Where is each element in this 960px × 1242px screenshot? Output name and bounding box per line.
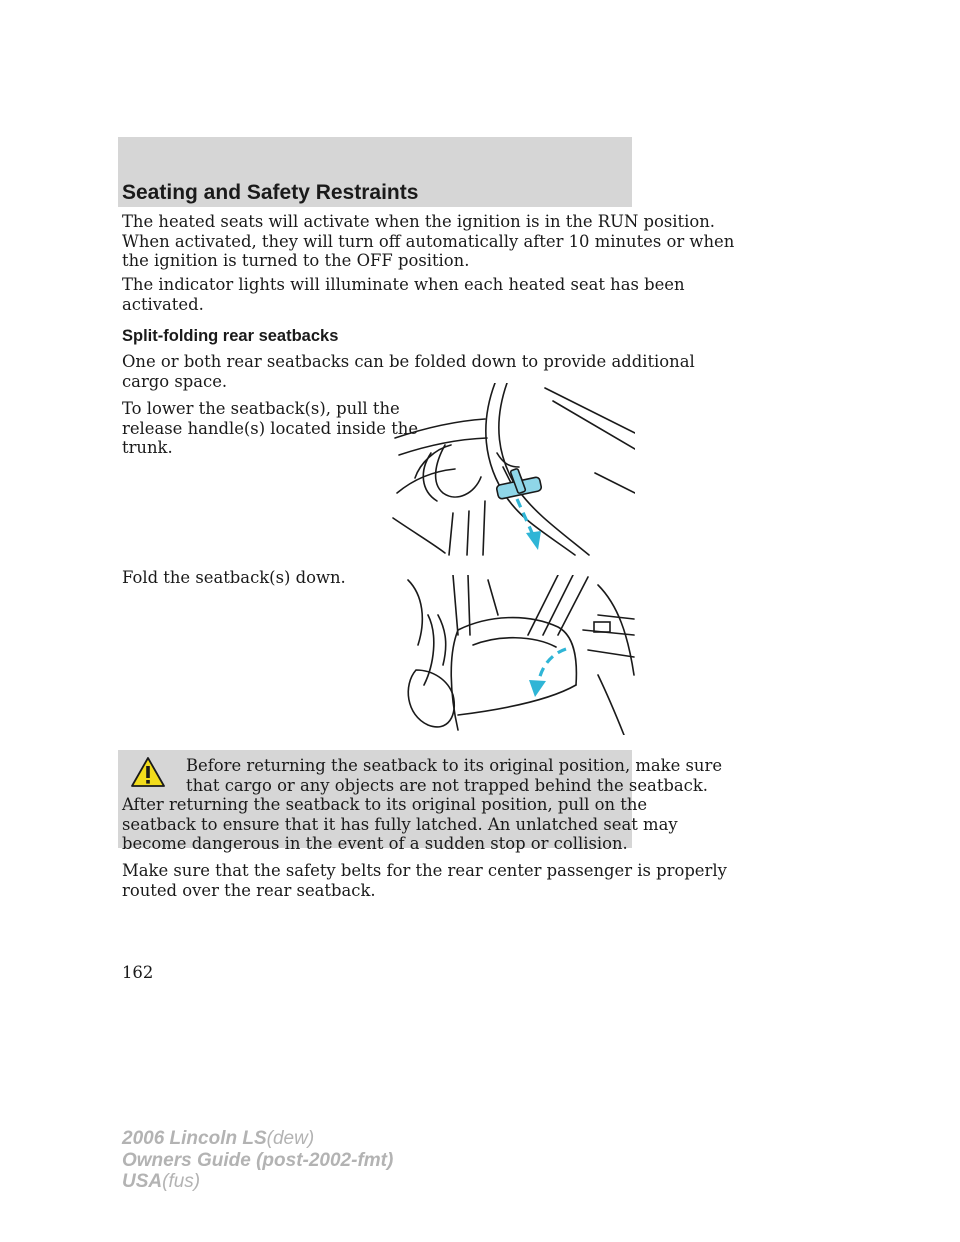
fold-seatback-illustration (398, 575, 635, 735)
footer-line (122, 1150, 393, 1172)
warning-line: become dangerous in the event of a sudden stop or collision. (122, 834, 628, 853)
warning-line: Before returning the seatback to its original position, make sure (186, 756, 723, 775)
trunk-release-handle-illustration (385, 383, 635, 558)
footer-guide: Owners Guide (post-2002-fmt) (122, 1149, 394, 1171)
page-number: 162 (122, 963, 154, 982)
text-line: Make sure that the safety belts for the rear center passenger is properly (122, 861, 727, 880)
footer-line (122, 1128, 393, 1150)
text-line: activated. (122, 294, 204, 314)
paragraph-step-lower (122, 399, 418, 458)
warning-line: seatback to ensure that it has fully latched. An unlatched seat may (122, 814, 678, 834)
text-line: The indicator lights will illuminate when each heated seat has been (122, 275, 685, 294)
text-line: trunk. (122, 438, 173, 457)
text-line: To lower the seatback(s), pull the (122, 399, 400, 418)
warning-triangle-icon (130, 756, 166, 788)
footer-line (122, 1171, 393, 1193)
section-heading: Split-folding rear seatbacks (122, 327, 339, 345)
text-line: The heated seats will activate when the ignition is in the RUN position. (122, 212, 715, 231)
text-line: When activated, they will turn off automatically after 10 minutes or when (122, 231, 735, 251)
paragraph-step-fold: Fold the seatback(s) down. (122, 568, 346, 587)
page-section-title: Seating and Safety Restraints (122, 181, 419, 204)
text-line: the ignition is turned to the OFF position. (122, 251, 470, 270)
text-line: One or both rear seatbacks can be folded down to provide additional (122, 352, 695, 371)
document-footer (122, 1128, 393, 1193)
footer-model: 2006 Lincoln LS (122, 1128, 267, 1149)
footer-code: (dew) (266, 1128, 315, 1149)
text-line: release handle(s) located inside the (122, 418, 419, 438)
paragraph-indicator (122, 275, 685, 314)
text-line: cargo space. (122, 371, 228, 391)
warning-line: After returning the seatback to its original position, pull on the (122, 795, 648, 814)
footer-market: USA (122, 1171, 163, 1192)
paragraph-closing (122, 861, 727, 900)
text-line: routed over the rear seatback. (122, 880, 376, 900)
paragraph-heated-activate (122, 212, 734, 271)
footer-code: (fus) (162, 1171, 201, 1192)
warning-line: that cargo or any objects are not trapped behind the seatback. (186, 775, 708, 795)
